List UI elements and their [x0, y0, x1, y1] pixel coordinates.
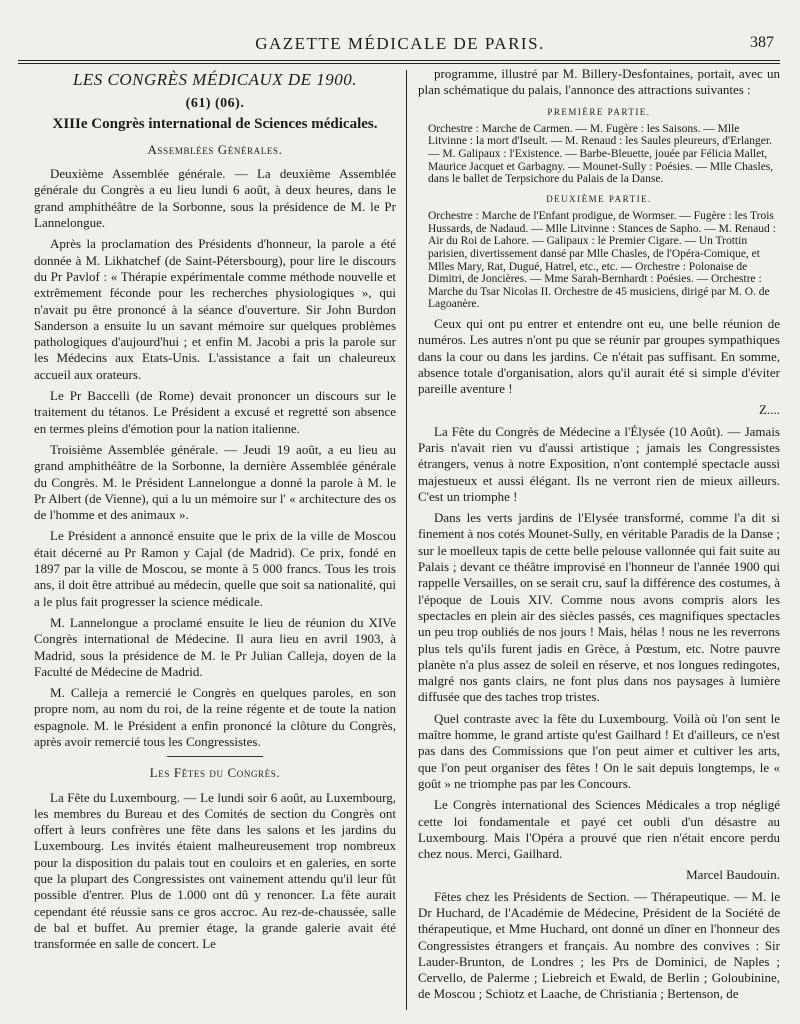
page-number: 387 — [750, 34, 774, 51]
right-column — [418, 66, 780, 1008]
paragraph: M. Calleja a remercié le Congrès en quelques paroles, en son propre nom, au nom du roi, de la reine régente et de toute la nation espagnole. M. le Président a enfin prononcé la clôture du Congrès, après avoir remercié tous les Congressistes. — [34, 685, 396, 749]
paragraph: Le Président a annoncé ensuite que le prix de la ville de Moscou était décerné au Pr Ramon y Cajal (de Madrid). Ce prix, fondé en 1897 par la ville de Moscou, se monte à 5 000 francs. Tous les trois ans, il doit être attribué au médecin, quelle que soit sa nationalité, qui a le plus fait progresser la science médicale. — [34, 528, 396, 609]
paragraph: Deuxième Assemblée générale. — La deuxième Assemblée générale du Congrès a eu lieu lundi 6 août, à deux heures, dans le grand amphithéâtre de la Sorbonne, sous la présidence de M. le Pr Lannelongue. — [34, 166, 396, 231]
signature: Marcel Baudouin. — [686, 867, 780, 883]
signature: Z.... — [759, 402, 780, 418]
paragraph: La Fête du Luxembourg. — Le lundi soir 6 août, au Luxembourg, les membres du Bureau et des Comités de section du Congrès ont offert à leurs confrères une fête dans les salons et les jardins du Luxembourg. Les invités étaient malheureusement trop nombreux pour la disposition du palais tout en couloirs et en galeries, en sorte que la plupart des Congressistes ont vainement attendu qu'il leur fût possible d'entrer. Plus de 1.000 ont dû y renoncer. La fête aurait cependant été réussie sans ce gros accroc. Au rez-de-chaussée, salle de bal et buffet. Au premier étage, la grande galerie avait été transformée en salle de concert. Le — [34, 789, 396, 952]
paragraph: Dans les verts jardins de l'Elysée transformé, comme l'a dit si finement à nos cotés Mounet-Sully, en véritable Paradis de la Danse ; sur le moelleux tapis de cette belle pelouse vallonnée qui fait suite au Palais ; devant ce théâtre improvisé en l'honneur de l'année 1900 qui rappelle Versailles, on se serait cru, sauf la différence des costumes, à l'époque de Louis XIV. Comme nous avons compris alors les spectacles en plein air des siècles passés, ces magnifiques spectacles un peu trop oubliés de nos jours ! Mais, hélas ! nous ne les reverrons plus tels qu'ils furent jadis en Grèce, à Pœstum, etc. Notre pauvre planète n'a plus assez de soleil en réserve, et nos longues redingotes, malgré nos gants clairs, ne font plus dans nos paysages à lumière diffusée que des taches trop tristes. — [418, 510, 780, 705]
paragraph: Fêtes chez les Présidents de Section. — Thérapeutique. — M. le Dr Huchard, de l'Académie de Médecine, Président de la Société de thérapeutique, et Mme Huchard, ont donné un dîner en l'honneur des Congressistes étrangers et français. Au nombre des convives : Sir Lauder-Brunton, de Londres ; les Prs de Dominici, de Naples ; Cervello, de Palerme ; Liebreich et Ewald, de Berlin ; Goloubinine, de Moscou ; Schiotz et Laache, de Christiania ; Bertenson, de — [418, 888, 780, 1002]
classification-numbers: (61) (06). — [185, 96, 245, 112]
article-title: LES CONGRÈS MÉDICAUX DE 1900. — [72, 70, 358, 89]
paragraph: programme, illustré par M. Billery-Desfontaines, portait, avec un plan schématique du palais, l'annonce des attractions suivantes : — [418, 66, 780, 98]
journal-title: GAZETTE MÉDICALE DE PARIS. — [255, 34, 545, 53]
page-header — [0, 30, 800, 58]
left-column — [34, 66, 396, 958]
paragraph: Après la proclamation des Présidents d'honneur, la parole a été donnée à M. Likhatchef (de Saint-Pétersbourg), pour lire le discours du Pr Pavlof : « Thérapie expérimentale comme méthode nouvelle et extrêmement féconde pour les recherches physiologiques », qui n'avait pu être prononcé à la séance d'ouverture. Sir John Burdon Sanderson a ensuite lu un savant mémoire sur quelques problèmes pathologiques d'aujourd'hui ; et enfin M. Jacobi a pris la parole sur les Médecins aux Etats-Unis. L'assistance a fait un chaleureux accueil aux orateurs. — [34, 236, 396, 382]
column-divider — [406, 70, 407, 1010]
program-part-text: Orchestre : Marche de l'Enfant prodigue, de Wormser. — Fugère : les Trois Hussards, de Nadaud. — Mlle Litvinne : Stances de Sapho. — M. Renaud : Air du Roi de Lahore. — Galipaux : le Premier Cigare. — Un Trottin parisien, divertissement dansé par Mlle Chasles, de l'Opéra-Comique, et Mlles Mary, Rat, Dugué, Hatrel, etc., etc. — Orchestre : Polonaise de Dimitri, de Joncières. — Mme Sarah-Bernhardt : Poésies. — Orchestre : Marche du Tsar Nicolas II. Orchestre de 45 musiciens, dirigé par M. O. de Lagoanère. — [428, 210, 776, 311]
paragraph: M. Lannelongue a proclamé ensuite le lieu de réunion du XIVe Congrès international de Médecine. Il aura lieu en avril 1903, à Madrid, sous la présidence de M. le Pr Julian Calleja, doyen de la Faculté de Médecine de Madrid. — [34, 614, 396, 679]
paragraph: Troisième Assemblée générale. — Jeudi 19 août, a eu lieu au grand amphithéâtre de la Sorbonne, la dernière Assemblée générale du Congrès. M. le Président Lannelongue a donné la parole à M. le Pr Albert (de Vienne), qui a lu un mémoire sur l' « architecture des os de l'homme et des animaux ». — [34, 441, 396, 523]
congress-title: XIIIe Congrès international de Sciences médicales. — [52, 115, 378, 132]
paragraph: Ceux qui ont pu entrer et entendre ont eu, une belle réunion de numéros. Les autres n'ont pu que se réunir par groupes sympathiques dans la cour ou dans les jardins. Ce n'était pas suffisant. En somme, absence totale d'organisation, alors qu'il aurait été si simple d'éviter pareille aventure ! — [418, 315, 780, 397]
paragraph: Quel contraste avec la fête du Luxembourg. Voilà où l'on sent le maître homme, le grand artiste qu'est Gailhard ! Et d'ailleurs, ce n'est pas dans des Commissions que l'on peut aimer et cultiver les arts, que l'on peut organiser des fêtes ! On le sait depuis longtemps, le « goût » ne triomphe pas par les Concours. — [418, 710, 780, 791]
paragraph: Le Pr Baccelli (de Rome) devait prononcer un discours sur le traitement du tétanos. Le Président a excusé et regretté son absence en termes pleins d'émotion pour la nation italienne. — [34, 388, 396, 436]
section-separator — [167, 756, 263, 757]
program-part-text: Orchestre : Marche de Carmen. — M. Fugère : les Saisons. — Mlle Litvinne : la mort d'Iseult. — M. Renaud : les Saules pleureurs, d'Erlanger. — M. Galipaux : l'Existence. — Barbe-Bleuette, jouée par Félicia Mallet, Maurice Jacquet et Garbagny. — Mounet-Sully : Poésies. — Mlle Chasles, dans le ballet de Terpsichore du Palais de la Danse. — [428, 122, 774, 186]
header-rule-thin — [18, 63, 780, 64]
header-rule — [18, 60, 780, 61]
paragraph: La Fête du Congrès de Médecine a l'Élysée (10 Août). — Jamais Paris n'avait rien vu d'aussi artistique ; jamais les Congressistes étrangers, venus à notre Exposition, n'ont contemplé spectacle aussi majestueux et aussi élégant. Ils ne verront rien de mieux ailleurs. C'est un triomphe ! — [418, 423, 780, 504]
program-part-label: PREMIÈRE PARTIE. — [547, 106, 651, 117]
section-heading-assemblies: Assemblées Générales. — [147, 141, 283, 157]
section-heading-festivities: Les Fêtes du Congrès. — [149, 765, 281, 781]
paragraph: Le Congrès international des Sciences Médicales a trop négligé cette loi fondamentale et payé cet oubli d'un désastre au Luxembourg. Mais l'Opéra a prouvé que rien n'était encore perdu chez nous. Merci, Gailhard. — [418, 797, 780, 862]
program-part-label: DEUXIÈME PARTIE. — [546, 193, 652, 204]
